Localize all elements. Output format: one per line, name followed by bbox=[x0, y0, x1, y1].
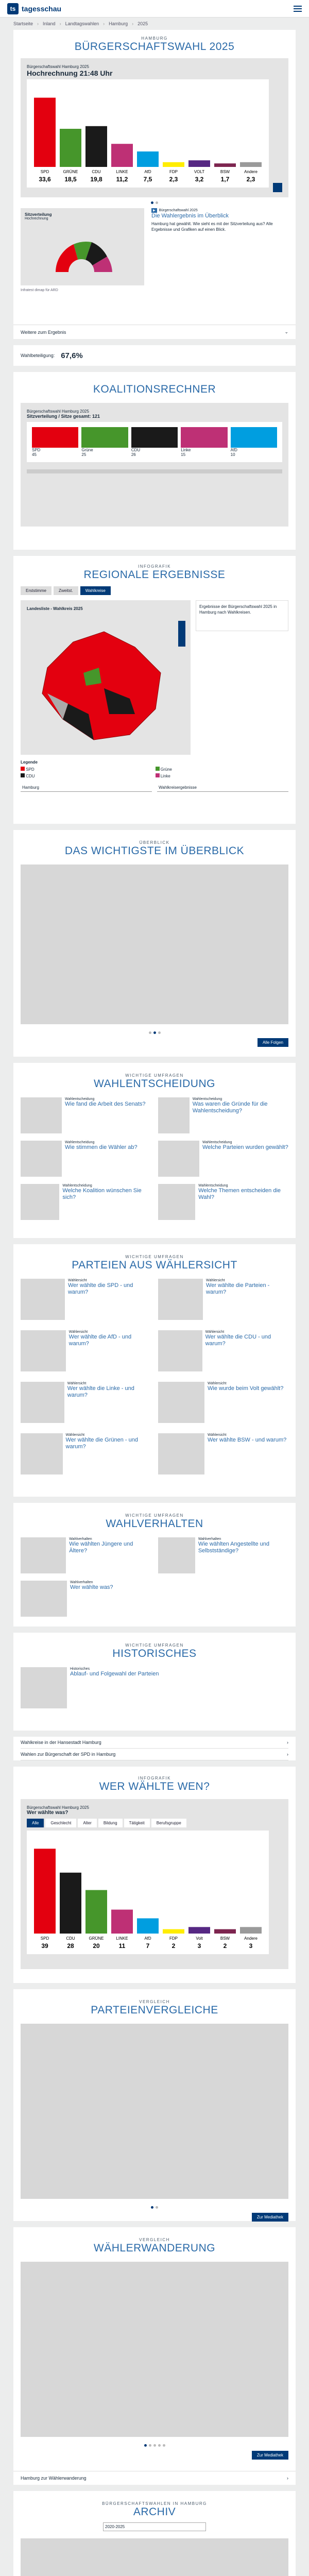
list-item[interactable]: Wählersicht Wer wählte die SPD - und warum? bbox=[21, 1279, 151, 1320]
list-item[interactable]: Historisches Ablauf- und Folgewahl der Parteien bbox=[21, 1667, 288, 1708]
section-title: HISTORISCHES bbox=[112, 1648, 197, 1659]
expand-icon[interactable] bbox=[273, 183, 282, 192]
overview-section: ÜBERBLICK DAS WICHTIGSTE IM ÜBERBLICK Alle Folgen bbox=[13, 830, 296, 1057]
section-title: REGIONALE ERGEBNISSE bbox=[83, 569, 226, 581]
tab-berufsgruppe[interactable]: Berufsgruppe bbox=[151, 1819, 186, 1827]
coalition-party[interactable]: CDU 26 bbox=[131, 427, 178, 457]
bar-andere bbox=[240, 1927, 262, 1934]
bar-value: 19,8 bbox=[90, 176, 102, 183]
list-item[interactable]: Wahlverhalten Wie wählten Angestellte und Selbstständige? bbox=[158, 1537, 288, 1573]
breadcrumb-item[interactable]: Startseite bbox=[13, 21, 33, 26]
area-select[interactable]: Hamburg bbox=[21, 784, 152, 792]
bar-cdu bbox=[60, 1873, 81, 1934]
section-title: WAHLENTSCHEIDUNG bbox=[94, 1078, 215, 1090]
bar-linke bbox=[111, 144, 133, 167]
section-title: WÄHLERWANDERUNG bbox=[93, 2242, 216, 2254]
election-section bbox=[13, 30, 296, 339]
chevron-down-icon: ⌄ bbox=[284, 329, 288, 334]
bar-value: 11 bbox=[118, 1942, 126, 1950]
bar-label: VOLT bbox=[194, 170, 205, 174]
coalition-party[interactable]: AfD 10 bbox=[231, 427, 277, 457]
list-item[interactable]: Wahlverhalten Wer wählte was? bbox=[21, 1581, 151, 1617]
more-results-link[interactable]: Weitere zum Ergebnis ⌄ bbox=[13, 325, 296, 339]
whowhom-tabs bbox=[27, 1819, 282, 1827]
menu-icon[interactable] bbox=[294, 6, 302, 12]
section-title: KOALITIONSRECHNER bbox=[93, 383, 216, 395]
logo-mark: ts bbox=[7, 3, 19, 14]
list-item[interactable]: Wählersicht Wer wählte die CDU - und warum? bbox=[158, 1330, 288, 1371]
bar-value: 7,5 bbox=[143, 176, 152, 183]
chart-title: Hochrechnung 21:48 Uhr bbox=[27, 69, 113, 77]
list-item[interactable]: Wahlentscheidung Welche Themen entscheiden die Wahl? bbox=[158, 1184, 288, 1220]
breadcrumb-item: 2025 bbox=[138, 21, 148, 26]
bar-label: SPD bbox=[40, 1936, 49, 1941]
parties-grid bbox=[21, 1279, 288, 1475]
tab-alle[interactable]: Alle bbox=[27, 1819, 44, 1827]
bar-label: FDP bbox=[169, 170, 178, 174]
whowhom-section: INFOGRAFIK WER WÄHLTE WEN? Bürgerschaftswahl Hamburg 2025 Wer wählte was? Alle Geschlecht Alter Bildung Tätigkeit Berufsgruppe SPD 39 CDU 28 GRÜNE 20 LINKE 11 AfD 7 FDP 2 Volt 3 BSW 2 Andere 3 bbox=[13, 1767, 296, 1983]
breadcrumb-item[interactable]: Hamburg bbox=[109, 21, 128, 26]
seat-subtitle: Hochrechnung bbox=[25, 217, 48, 221]
list-item[interactable]: Wahlentscheidung Wie stimmen die Wähler ab? bbox=[21, 1141, 151, 1177]
bar-value: 2 bbox=[223, 1942, 227, 1950]
migration-link[interactable]: Hamburg zur Wählerwanderung › bbox=[13, 2471, 296, 2485]
turnout-value: 67,6% bbox=[61, 351, 83, 360]
seat-chart bbox=[25, 221, 138, 277]
bar-label: SPD bbox=[40, 170, 49, 174]
compare-section: VERGLEICH PARTEIENVERGLEICHE Zur Mediathek bbox=[13, 1989, 296, 2221]
section-title: ARCHIV bbox=[133, 2506, 176, 2518]
bar-value: 18,5 bbox=[64, 176, 77, 183]
behavior-section: WICHTIGE UMFRAGEN WAHLVERHALTEN Wahlverhalten Wie wählten Jüngere und Ältere? Wahlverhalten Wie wählten Angestellte und Selbstständige? Wahlverhalten Wer wählte was? bbox=[13, 1503, 296, 1626]
bar-bsw bbox=[214, 163, 236, 167]
coalition-parties bbox=[27, 422, 282, 462]
bar-label: BSW bbox=[220, 170, 230, 174]
coalition-section bbox=[13, 372, 296, 550]
bar-value: 39 bbox=[41, 1942, 48, 1950]
bar-label: LINKE bbox=[116, 170, 128, 174]
site-logo[interactable] bbox=[7, 3, 61, 14]
tab-erststimme[interactable]: Erststimme bbox=[21, 586, 52, 595]
bar-value: 2,3 bbox=[169, 176, 178, 183]
seat-box bbox=[21, 208, 144, 285]
list-item[interactable]: Wählersicht Wer wählte die Grünen - und warum? bbox=[21, 1433, 151, 1475]
chart-subtitle: Bürgerschaftswahl Hamburg 2025 bbox=[27, 64, 89, 69]
decision-section: WICHTIGE UMFRAGEN WAHLENTSCHEIDUNG Wahlentscheidung Wie fand die Arbeit des Senats? Wahlentscheidung Was waren die Gründe für die Wahlentscheidung? Wahlentscheidung Wie stimmen die Wähler ab? Wahlentscheidung Welche Parteien wurden gewählt? Wahlentscheidung Welche Koalition wünschen Sie sich? Wahlentscheidung Welche Themen entscheiden die Wahl? bbox=[13, 1063, 296, 1238]
map-legend: Legende SPD Grüne CDU Linke bbox=[21, 760, 172, 778]
carousel-dots[interactable] bbox=[13, 2206, 296, 2209]
bar-label: FDP bbox=[169, 1936, 178, 1941]
carousel-dots[interactable] bbox=[13, 201, 296, 204]
bar-value: 3 bbox=[197, 1942, 201, 1950]
tab-taetigkeit[interactable]: Tätigkeit bbox=[124, 1819, 150, 1827]
bar-volt bbox=[188, 1927, 210, 1934]
bar-grüne bbox=[60, 129, 81, 167]
logo-text: tagesschau bbox=[22, 4, 62, 13]
bar-label: GRÜNE bbox=[63, 170, 78, 174]
result-chart-box bbox=[21, 58, 288, 197]
turnout-row: Wahlbeteiligung: 67,6% bbox=[13, 345, 296, 366]
bar-value: 3,2 bbox=[195, 176, 204, 183]
link-row[interactable]: Wahlkreise in der Hansestadt Hamburg › bbox=[21, 1737, 288, 1749]
bar-label: Andere bbox=[244, 170, 258, 174]
coalition-party[interactable]: SPD 45 bbox=[32, 427, 78, 457]
top-bar bbox=[0, 0, 309, 18]
coalition-party[interactable]: Linke 15 bbox=[181, 427, 227, 457]
bar-value: 2 bbox=[171, 1942, 176, 1950]
whowhom-bar-chart bbox=[27, 1831, 269, 1954]
video-carousel[interactable] bbox=[21, 2262, 288, 2437]
mediathek-button[interactable]: Zur Mediathek bbox=[252, 2213, 288, 2222]
regional-tabs bbox=[21, 586, 288, 595]
bar-label: AfD bbox=[144, 170, 151, 174]
bar-andere bbox=[240, 162, 262, 167]
tab-zweitstimme[interactable]: Zweitst. bbox=[54, 586, 78, 595]
history-section: WICHTIGE UMFRAGEN HISTORISCHES Historisches Ablauf- und Folgewahl der Parteien bbox=[13, 1633, 296, 1731]
map-selects bbox=[21, 784, 288, 792]
section-kicker: HAMBURG bbox=[141, 36, 168, 41]
bar-label: GRÜNE bbox=[89, 1936, 104, 1941]
list-item[interactable]: Wählersicht Wie wurde beim Volt gewählt? bbox=[158, 1382, 288, 1423]
bar-label: CDU bbox=[66, 1936, 75, 1941]
parties-section: WICHTIGE UMFRAGEN PARTEIEN AUS WÄHLERSICHT Wählersicht Wer wählte die SPD - und warum? Wählersicht Wer wählte die Parteien - warum? Wählersicht Wer wählte die AfD - und warum? Wählersicht Wer wählte die CDU - und warum? Wählersicht Wer wählte die Linke - und warum? Wählersicht Wie wurde beim Volt gewählt? Wählersicht Wer wählte die Grünen - und warum? Wählersicht Wer wählte BSW - und warum? bbox=[13, 1244, 296, 1497]
decision-grid bbox=[21, 1097, 288, 1220]
bar-grüne bbox=[85, 1890, 107, 1934]
bar-value: 11,2 bbox=[116, 176, 128, 183]
bar-value: 20 bbox=[93, 1942, 100, 1950]
tab-geschlecht[interactable]: Geschlecht bbox=[45, 1819, 76, 1827]
bar-value: 33,6 bbox=[39, 176, 51, 183]
bar-value: 7 bbox=[146, 1942, 150, 1950]
bar-value: 28 bbox=[67, 1942, 74, 1950]
bar-value: 1,7 bbox=[220, 176, 230, 183]
list-item[interactable]: Wählersicht Wer wählte die AfD - und warum? bbox=[21, 1330, 151, 1371]
bar-afd bbox=[137, 1918, 159, 1934]
link-list bbox=[13, 1737, 296, 1760]
hamburg-map[interactable] bbox=[27, 611, 181, 750]
breadcrumb: Startseite › Inland › Landtagswahlen › Hamburg › 2025 bbox=[13, 21, 148, 26]
bar-label: AfD bbox=[144, 1936, 151, 1941]
coalition-party[interactable]: Grüne 25 bbox=[81, 427, 128, 457]
regional-section: INFOGRAFIK REGIONALE ERGEBNISSE Erststimme Zweitst. Wahlkreise Landesliste - Wahlkreis 2025 Ergebnisse der Bürgerschaftswahl 2025 in Hamburg nach Wahlkreisen. Legende SPD Grüne CDU Linke Hamburg Wahlkreisergebnisse bbox=[13, 556, 296, 824]
breadcrumb-item[interactable]: Inland bbox=[43, 21, 56, 26]
bar-cdu bbox=[85, 126, 107, 167]
bar-label: Volt bbox=[196, 1936, 203, 1941]
bar-bsw bbox=[214, 1929, 236, 1934]
bar-linke bbox=[111, 1910, 133, 1934]
bar-label: LINKE bbox=[116, 1936, 128, 1941]
link-row[interactable]: Wahlen zur Bürgerschaft der SPD in Hamburg › bbox=[21, 1749, 288, 1760]
teaser-title[interactable]: Die Wahlergebnis im Überblick bbox=[151, 213, 229, 219]
teaser-kicker: ▶ Bürgerschaftswahl 2025 bbox=[151, 208, 288, 213]
list-item[interactable]: Wahlverhalten Wie wählten Jüngere und Ältere? bbox=[21, 1537, 151, 1573]
mediathek-button[interactable]: Zur Mediathek bbox=[252, 2451, 288, 2460]
list-item[interactable]: Wahlentscheidung Welche Koalition wünschen Sie sich? bbox=[21, 1184, 151, 1220]
migration-section: VERGLEICH WÄHLERWANDERUNG Zur Mediathek Hamburg zur Wählerwanderung › bbox=[13, 2227, 296, 2485]
tab-bildung[interactable]: Bildung bbox=[98, 1819, 123, 1827]
section-title: PARTEIENVERGLEICHE bbox=[91, 2004, 218, 2016]
map-box: Landesliste - Wahlkreis 2025 bbox=[21, 600, 191, 755]
list-item[interactable]: Wählersicht Wer wählte die Parteien - warum? bbox=[158, 1279, 288, 1320]
list-item[interactable]: Wahlentscheidung Welche Parteien wurden gewählt? bbox=[158, 1141, 288, 1177]
result-teaser[interactable] bbox=[151, 208, 288, 285]
bar-spd bbox=[34, 1849, 56, 1934]
bar-fdp bbox=[163, 162, 184, 167]
bar-volt bbox=[188, 160, 210, 167]
bar-value: 2,3 bbox=[246, 176, 255, 183]
tab-alter[interactable]: Alter bbox=[78, 1819, 96, 1827]
behavior-grid bbox=[21, 1537, 288, 1617]
list-item[interactable]: Wahlentscheidung Was waren die Gründe für die Wahlentscheidung? bbox=[158, 1097, 288, 1133]
section-title: WER WÄHLTE WEN? bbox=[99, 1781, 210, 1792]
majority-bar bbox=[27, 469, 282, 473]
section-title: BÜRGERSCHAFTSWAHL 2025 bbox=[74, 41, 235, 53]
seat-title: Sitzverteilung bbox=[25, 212, 52, 217]
bar-label: Andere bbox=[244, 1936, 258, 1941]
bar-value: 3 bbox=[249, 1942, 253, 1950]
bar-label: CDU bbox=[92, 170, 101, 174]
all-episodes-button[interactable]: Alle Folgen bbox=[258, 1038, 288, 1047]
zoom-controls[interactable] bbox=[178, 621, 185, 647]
breadcrumb-item[interactable]: Landtagswahlen bbox=[65, 21, 99, 26]
bar-afd bbox=[137, 151, 159, 167]
carousel-dots[interactable] bbox=[13, 2444, 296, 2447]
section-title: DAS WICHTIGSTE IM ÜBERBLICK bbox=[64, 845, 245, 857]
list-item[interactable]: Wahlentscheidung Wie fand die Arbeit des Senats? bbox=[21, 1097, 151, 1133]
bar-label: BSW bbox=[220, 1936, 230, 1941]
archive-image bbox=[21, 2538, 288, 2576]
carousel-dots[interactable] bbox=[13, 1031, 296, 1034]
archive-select[interactable]: 2020-2025 bbox=[103, 2522, 206, 2531]
coalition-box: Bürgerschaftswahl Hamburg 2025 Sitzverteilung / Sitze gesamt: 121 SPD 45 Grüne 25 CDU 26 Linke 15 AfD 10 bbox=[21, 403, 288, 527]
map-row bbox=[21, 600, 288, 755]
result-bar-chart bbox=[27, 79, 269, 188]
chart-source: Infratest dimap für ARD bbox=[21, 289, 58, 292]
teaser-text: Hamburg hat gewählt. Wie sieht es mit der Sitzverteilung aus? Alle Ergebnisse und Grafiken auf einen Blick. bbox=[151, 222, 273, 232]
video-carousel[interactable] bbox=[21, 865, 288, 1024]
view-select[interactable]: Wahlkreisergebnisse bbox=[157, 784, 288, 792]
list-item[interactable]: Wählersicht Wer wählte BSW - und warum? bbox=[158, 1433, 288, 1475]
tab-wahlkreise[interactable]: Wahlkreise bbox=[80, 586, 111, 595]
section-title: PARTEIEN AUS WÄHLERSICHT bbox=[72, 1259, 237, 1271]
seat-teaser-row bbox=[21, 208, 288, 285]
video-carousel[interactable] bbox=[21, 2024, 288, 2199]
whowhom-box: Bürgerschaftswahl Hamburg 2025 Wer wählte was? Alle Geschlecht Alter Bildung Tätigkeit Berufsgruppe SPD 39 CDU 28 GRÜNE 20 LINKE 11 AfD 7 FDP 2 Volt 3 BSW 2 Andere 3 bbox=[21, 1799, 288, 1969]
section-title: WAHLVERHALTEN bbox=[106, 1518, 203, 1530]
map-info: Ergebnisse der Bürgerschaftswahl 2025 in Hamburg nach Wahlkreisen. bbox=[196, 600, 288, 631]
archive-section: BÜRGERSCHAFTSWAHLEN IN HAMBURG ARCHIV 2020-2025 bbox=[13, 2491, 296, 2576]
list-item[interactable]: Wählersicht Wer wählte die Linke - und warum? bbox=[21, 1382, 151, 1423]
bar-spd bbox=[34, 98, 56, 167]
bar-fdp bbox=[163, 1929, 184, 1934]
